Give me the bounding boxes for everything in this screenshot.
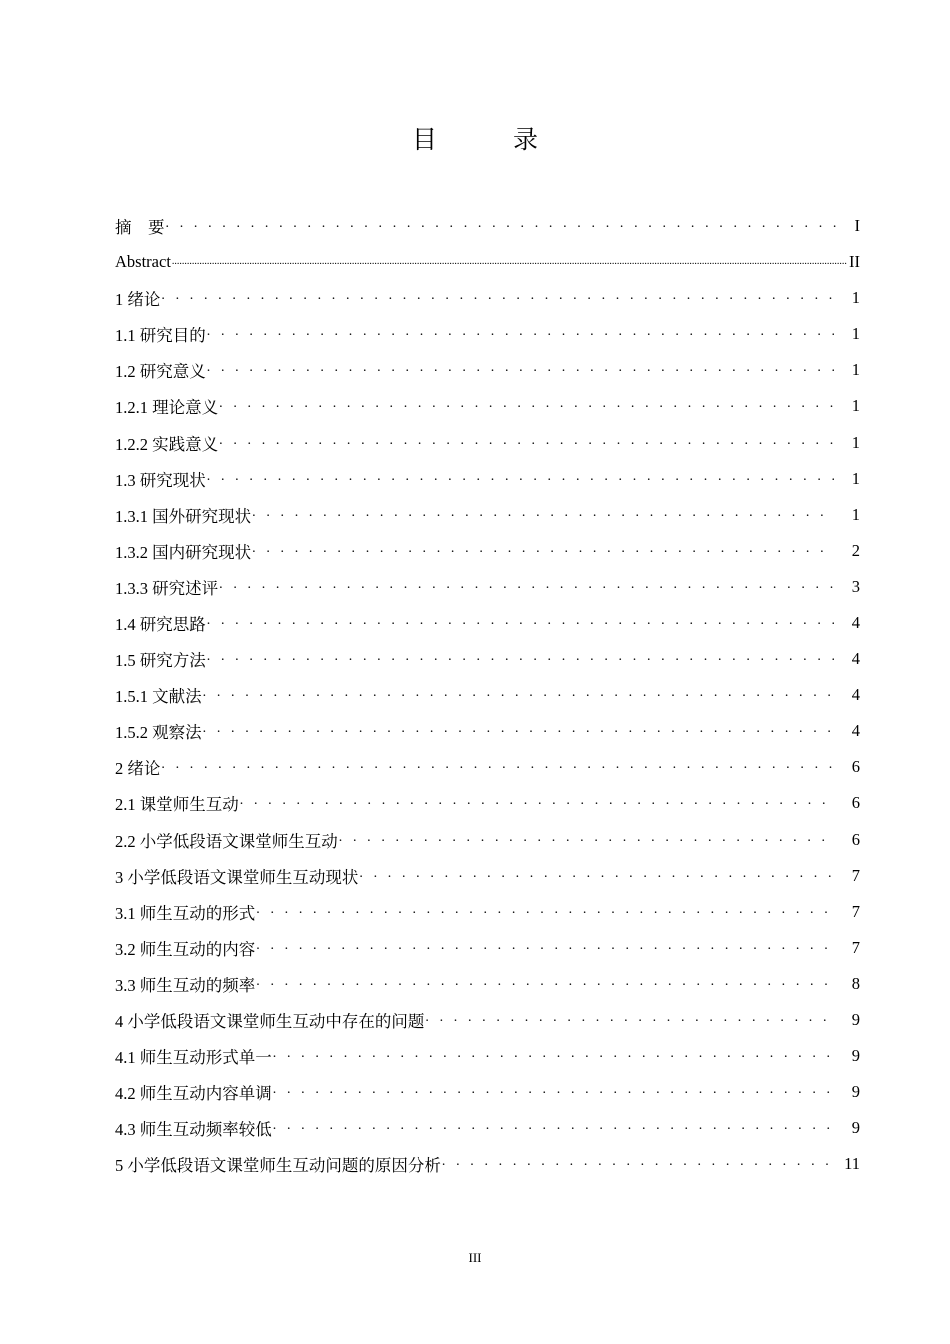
toc-entry-page: 9: [851, 1010, 860, 1030]
toc-entry-page: 1: [851, 504, 860, 524]
toc-entry-page: 4: [851, 649, 860, 669]
toc-entry-label: 4.3 师生互动频率较低: [115, 1120, 272, 1140]
toc-leader-dots: [339, 830, 834, 846]
toc-entry-page: 1: [851, 288, 860, 308]
toc-entry-page: I: [854, 216, 860, 235]
toc-entry-label: 1 绪论: [115, 290, 161, 310]
toc-leader-dots: [219, 577, 834, 593]
toc-entry-label: 3 小学低段语文课堂师生互动现状: [115, 867, 359, 887]
toc-entry-label: 2 绪论: [115, 759, 161, 779]
toc-entry-page: 1: [851, 468, 860, 488]
toc-leader-dots: [256, 938, 834, 954]
toc-entry-page: 9: [851, 1082, 860, 1102]
toc-entry-page: 7: [851, 937, 860, 957]
toc-leader-dots: [256, 902, 834, 918]
toc-entry-label: 1.3.1 国外研究现状: [115, 506, 252, 526]
toc-entry[interactable]: [115, 858, 860, 894]
toc-entry[interactable]: [115, 208, 860, 244]
toc-entry-page: 6: [851, 793, 860, 813]
toc-entry-label: 4.1 师生互动形式单一: [115, 1048, 272, 1068]
toc-entry-page: 4: [851, 612, 860, 632]
toc-entry-label: 4.2 师生互动内容单调: [115, 1084, 272, 1104]
toc-entry-label: 3.2 师生互动的内容: [115, 939, 256, 959]
toc-entry-page: 1: [851, 360, 860, 380]
toc-entry-page: 11: [844, 1154, 860, 1174]
toc-leader-dots: [207, 360, 834, 376]
toc-entry[interactable]: [115, 461, 860, 497]
toc-entry-label: 1.2 研究意义: [115, 362, 206, 382]
toc-entry-page: 1: [851, 324, 860, 344]
toc-entry-page: 9: [851, 1118, 860, 1138]
toc-leader-dots: [207, 469, 834, 485]
toc-entry-page: 4: [851, 685, 860, 705]
toc-entry-page: II: [849, 252, 860, 272]
toc-leader-dots: [219, 396, 834, 412]
toc-leader-dots: [273, 1046, 834, 1062]
toc-entry-label: 摘 要: [115, 218, 165, 237]
toc-leader-dots: [203, 721, 834, 737]
toc-entry[interactable]: [115, 966, 860, 1002]
toc-entry-label: 3.1 师生互动的形式: [115, 903, 256, 923]
toc-leader-dots: [359, 866, 834, 882]
toc-entry[interactable]: [115, 930, 860, 966]
toc-entry[interactable]: [115, 352, 860, 388]
toc-leader-dots: [240, 793, 834, 809]
toc-entry[interactable]: [115, 894, 860, 930]
toc-leader-dots: [252, 505, 834, 521]
toc-entry-label: 1.5 研究方法: [115, 651, 206, 671]
toc-entry[interactable]: [115, 424, 860, 460]
toc-entry-label: Abstract: [115, 252, 171, 272]
toc-leader-dots: [207, 613, 834, 629]
toc-entry[interactable]: [115, 749, 860, 785]
toc-entry-page: 7: [851, 865, 860, 885]
toc-entry[interactable]: [115, 785, 860, 821]
toc-entry[interactable]: [115, 316, 860, 352]
toc-entry-page: 9: [851, 1046, 860, 1066]
toc-entry-page: 6: [851, 757, 860, 777]
toc-entry-label: 1.1 研究目的: [115, 326, 206, 346]
toc-entry[interactable]: [115, 244, 860, 280]
toc-leader-dots: [161, 757, 834, 773]
toc-entry[interactable]: [115, 1002, 860, 1038]
toc-leader-dots: [442, 1154, 834, 1170]
toc-leader-dots: [256, 974, 834, 990]
toc-leader-dots: [161, 288, 834, 304]
toc-entry-label: 1.3 研究现状: [115, 470, 206, 490]
toc-entry[interactable]: [115, 677, 860, 713]
toc-entry-label: 5 小学低段语文课堂师生互动问题的原因分析: [115, 1156, 441, 1176]
toc-entry-page: 2: [851, 540, 860, 560]
toc-leader-dots: [425, 1010, 834, 1026]
toc-entry[interactable]: [115, 533, 860, 569]
toc-leader-dots: [203, 685, 834, 701]
toc-entry[interactable]: [115, 1074, 860, 1110]
toc-entry[interactable]: [115, 388, 860, 424]
toc-entry[interactable]: [115, 822, 860, 858]
toc-entry-label: 2.1 课堂师生互动: [115, 795, 239, 815]
toc-entry-label: 2.2 小学低段语文课堂师生互动: [115, 831, 338, 851]
toc-leader-dots: [207, 649, 834, 665]
toc-entry-label: 1.3.2 国内研究现状: [115, 542, 252, 562]
toc-entry[interactable]: [115, 713, 860, 749]
toc-entry-page: 8: [851, 973, 860, 993]
toc-entry-page: 1: [851, 432, 860, 452]
toc-entry[interactable]: [115, 569, 860, 605]
toc-entry-label: 1.2.1 理论意义: [115, 398, 219, 418]
toc-entry-label: 1.3.3 研究述评: [115, 578, 219, 598]
toc-entry-page: 7: [851, 901, 860, 921]
toc-entry[interactable]: [115, 1110, 860, 1146]
toc-leader-dots: [166, 216, 849, 232]
page-number: III: [468, 1250, 482, 1265]
toc-entry-label: 1.5.2 观察法: [115, 723, 202, 743]
toc-entry[interactable]: [115, 605, 860, 641]
toc-entry[interactable]: [115, 497, 860, 533]
page-title: 目 录: [412, 125, 558, 154]
toc-entry-page: 3: [851, 576, 860, 596]
toc-leader-dots: [273, 1118, 834, 1134]
toc-entry-label: 1.5.1 文献法: [115, 687, 202, 707]
toc-entry-label: 1.4 研究思路: [115, 614, 206, 634]
toc-leader-dots: [207, 324, 834, 340]
toc-entry-label: 4 小学低段语文课堂师生互动中存在的问题: [115, 1012, 425, 1032]
toc-leader-dots: [219, 433, 834, 449]
toc-leader-dots: [172, 256, 847, 267]
table-of-contents: [115, 208, 860, 1182]
toc-leader-dots: [273, 1082, 834, 1098]
toc-entry-label: 1.2.2 实践意义: [115, 434, 219, 454]
toc-entry-page: 4: [851, 721, 860, 741]
toc-entry-label: 3.3 师生互动的频率: [115, 975, 256, 995]
toc-entry[interactable]: [115, 280, 860, 316]
toc-entry[interactable]: [115, 1146, 860, 1182]
toc-entry[interactable]: [115, 1038, 860, 1074]
toc-leader-dots: [252, 541, 834, 557]
toc-entry-page: 6: [851, 829, 860, 849]
toc-entry[interactable]: [115, 641, 860, 677]
toc-entry-page: 1: [851, 396, 860, 416]
